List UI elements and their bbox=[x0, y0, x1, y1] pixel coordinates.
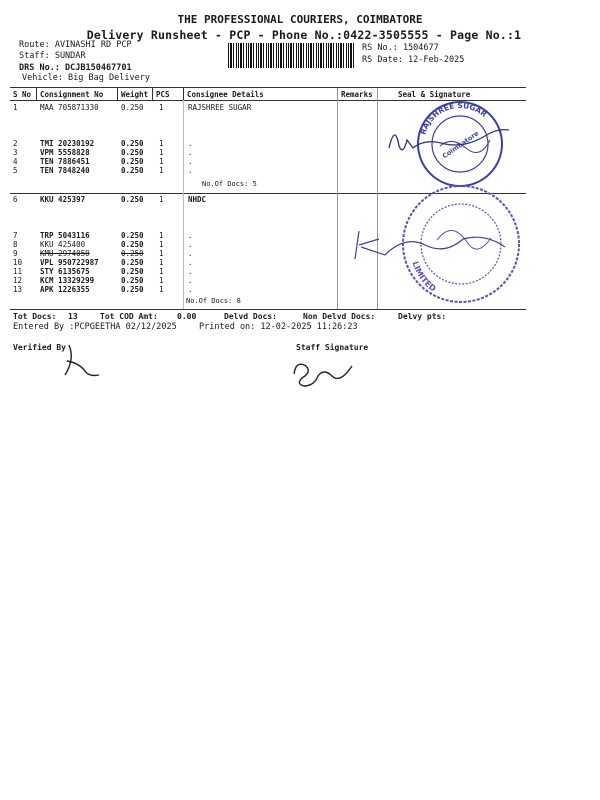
row-pcs: 1 bbox=[159, 240, 164, 249]
row-consignee: . bbox=[188, 267, 193, 276]
row-sno: 4 bbox=[13, 157, 18, 166]
row-sno: 7 bbox=[13, 231, 18, 240]
row-weight: 0.250 bbox=[121, 231, 144, 240]
row-sno: 10 bbox=[13, 258, 23, 267]
col-sno: S No bbox=[13, 90, 32, 99]
stamp-top-text: RAJSHREE SUGAR bbox=[418, 101, 489, 136]
row-weight: 0.250 bbox=[121, 166, 144, 175]
route-label: Route: AVINASHI RD PCP bbox=[19, 40, 132, 50]
row-consignee: . bbox=[188, 231, 193, 240]
row-pcs: 1 bbox=[159, 276, 164, 285]
group-docs-count: No.Of Docs: 5 bbox=[202, 180, 257, 188]
delivery-points-label: Delvy pts: bbox=[398, 312, 447, 321]
row-weight: 0.250 bbox=[121, 103, 144, 112]
row-sno: 9 bbox=[13, 249, 18, 258]
col-consignee: Consignee Details bbox=[187, 90, 264, 99]
row-pcs: 1 bbox=[159, 285, 164, 294]
row-consignee: . bbox=[188, 139, 193, 148]
non-delvd-docs-label: Non Delvd Docs: bbox=[303, 312, 376, 321]
row-consignee: . bbox=[188, 240, 193, 249]
row-pcs: 1 bbox=[159, 195, 164, 204]
row-consignment: VPM 5558828 bbox=[40, 148, 90, 157]
row-pcs: 1 bbox=[159, 258, 164, 267]
row-pcs: 1 bbox=[159, 139, 164, 148]
verified-by-signature bbox=[55, 341, 105, 381]
row-consignee: . bbox=[188, 276, 193, 285]
row-consignee: RAJSHREE SUGAR bbox=[188, 103, 252, 112]
row-consignment: TRP 5043116 bbox=[40, 231, 90, 240]
runsheet-title: Delivery Runsheet - PCP - Phone No.:0422-3505555 - Page No.:1 bbox=[86, 28, 522, 42]
row-consignee: . bbox=[188, 166, 193, 175]
row-sno: 12 bbox=[13, 276, 23, 285]
drs-number: DRS No.: DCJB150467701 bbox=[19, 63, 132, 73]
row-weight: 0.250 bbox=[121, 276, 144, 285]
row-consignment: KMU 2974050 bbox=[40, 249, 90, 258]
row-consignment: KKU 425397 bbox=[40, 195, 86, 204]
row-consignment: KCM 13329299 bbox=[40, 276, 95, 285]
row-weight: 0.250 bbox=[121, 139, 144, 148]
row-weight: 0.250 bbox=[121, 195, 144, 204]
tot-cod-label: Tot COD Amt: bbox=[100, 312, 158, 321]
rs-number: RS No.: 1504677 bbox=[362, 43, 439, 53]
row-pcs: 1 bbox=[159, 166, 164, 175]
staff-label: Staff: SUNDAR bbox=[19, 51, 86, 61]
row-consignment: VPL 950722987 bbox=[40, 258, 99, 267]
row-weight: 0.250 bbox=[121, 148, 144, 157]
col-weight: Weight bbox=[121, 90, 149, 99]
col-seal-signature: Seal & Signature bbox=[398, 90, 471, 99]
row-consignment: KKU 425400 bbox=[40, 240, 86, 249]
staff-signature-image bbox=[288, 356, 358, 392]
row-consignment: MAA 705871330 bbox=[40, 103, 99, 112]
row-consignment: TMI 20230192 bbox=[40, 139, 95, 148]
printed-on: Printed on: 12-02-2025 11:26:23 bbox=[199, 322, 358, 332]
row-pcs: 1 bbox=[159, 157, 164, 166]
receiver-signature-1 bbox=[385, 118, 515, 161]
row-sno: 5 bbox=[13, 166, 18, 175]
row-pcs: 1 bbox=[159, 148, 164, 157]
company-title: THE PROFESSIONAL COURIERS, COIMBATORE bbox=[177, 13, 423, 26]
stamp-bottom-text: LIMITED bbox=[410, 260, 438, 294]
staff-signature-label: Staff Signature bbox=[296, 343, 369, 352]
row-consignment: APK 1226355 bbox=[40, 285, 90, 294]
barcode-image bbox=[228, 43, 356, 68]
row-consignee: . bbox=[188, 148, 193, 157]
row-weight: 0.250 bbox=[121, 240, 144, 249]
entered-by: Entered By :PCPGEETHA 02/12/2025 bbox=[13, 322, 177, 332]
verified-by-label: Verified By bbox=[13, 343, 66, 352]
delvd-docs-label: Delvd Docs: bbox=[224, 312, 277, 321]
row-pcs: 1 bbox=[159, 231, 164, 240]
row-weight: 0.250 bbox=[121, 157, 144, 166]
row-weight: 0.250 bbox=[121, 267, 144, 276]
row-sno: 3 bbox=[13, 148, 18, 157]
row-consignee: . bbox=[188, 285, 193, 294]
row-sno: 6 bbox=[13, 195, 18, 204]
row-weight: 0.250 bbox=[121, 285, 144, 294]
receiver-signature-2 bbox=[345, 225, 515, 265]
col-consignment: Consignment No bbox=[40, 90, 104, 99]
row-sno: 11 bbox=[13, 267, 23, 276]
row-pcs: 1 bbox=[159, 267, 164, 276]
tot-docs-label: Tot Docs: bbox=[13, 312, 57, 321]
rs-date: RS Date: 12-Feb-2025 bbox=[362, 55, 465, 65]
row-consignee: . bbox=[188, 249, 193, 258]
row-weight: 0.250 bbox=[121, 258, 144, 267]
vehicle-label: Vehicle: Big Bag Delivery bbox=[22, 73, 150, 83]
row-sno: 8 bbox=[13, 240, 18, 249]
tot-docs-value: 13 bbox=[68, 312, 78, 321]
col-pcs: PCS bbox=[156, 90, 170, 99]
row-consignment: TEN 7886451 bbox=[40, 157, 90, 166]
group-docs-count: No.Of Docs: 8 bbox=[186, 297, 241, 305]
row-pcs: 1 bbox=[159, 103, 164, 112]
stamp-center-text: Coimbatore bbox=[440, 129, 481, 161]
row-consignment: STY 6135675 bbox=[40, 267, 90, 276]
row-consignment: TEN 7848240 bbox=[40, 166, 90, 175]
row-sno: 1 bbox=[13, 103, 18, 112]
row-consignee: . bbox=[188, 258, 193, 267]
row-pcs: 1 bbox=[159, 249, 164, 258]
row-sno: 2 bbox=[13, 139, 18, 148]
row-consignee: NHDC bbox=[188, 195, 207, 204]
col-remarks: Remarks bbox=[341, 90, 373, 99]
row-weight: 0.250 bbox=[121, 249, 144, 258]
tot-cod-value: 0.00 bbox=[177, 312, 197, 321]
row-consignee: . bbox=[188, 157, 193, 166]
row-sno: 13 bbox=[13, 285, 23, 294]
